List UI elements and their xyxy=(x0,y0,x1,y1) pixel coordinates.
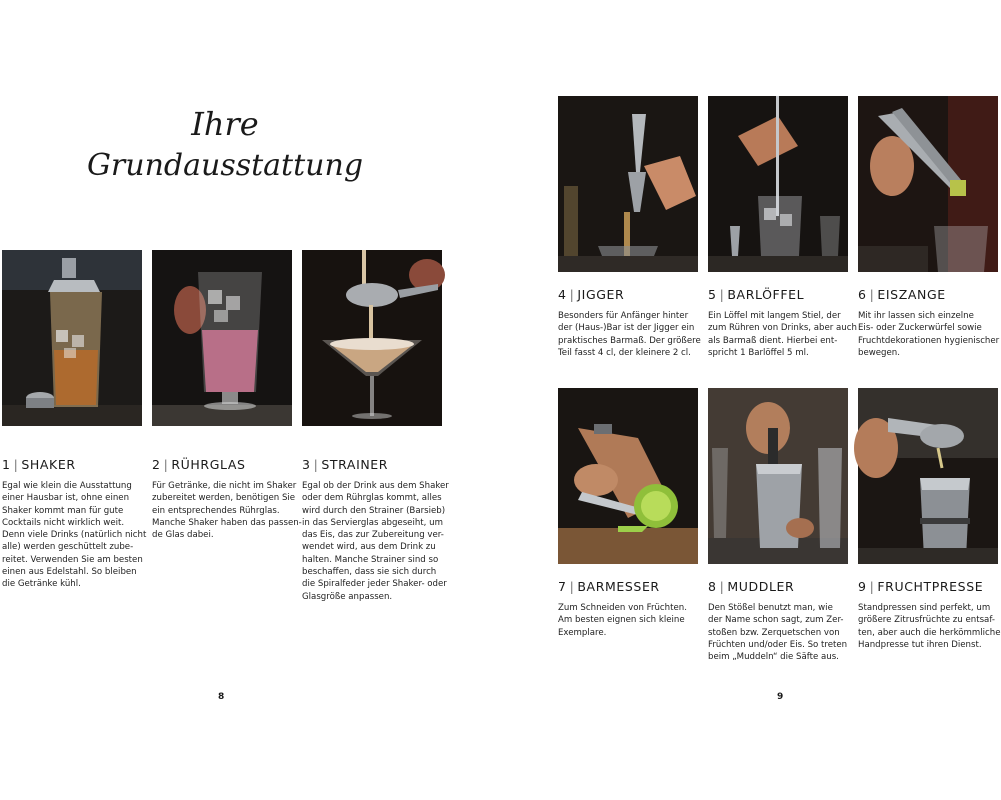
item-heading xyxy=(858,287,998,302)
item-label: MUDDLER xyxy=(727,579,795,594)
eiszange-illustration xyxy=(858,96,998,272)
item-label: JIGGER xyxy=(577,287,625,302)
jigger-photo xyxy=(558,96,698,272)
desc-line: Egal wie klein die Ausstattung xyxy=(2,481,132,491)
item-heading xyxy=(708,287,848,302)
desc-line: ten, aber auch die herkömmliche xyxy=(858,627,1001,638)
desc-line: der Name schon sagt, zum Zer- xyxy=(708,615,844,626)
item-heading xyxy=(558,579,698,594)
title-line-1: Ihre xyxy=(191,105,259,143)
item-number: 4 xyxy=(558,287,567,302)
desc-line: Standpressen sind perfekt, um xyxy=(858,603,991,613)
heading-separator: | xyxy=(569,287,575,302)
ruehrglas-illustration xyxy=(152,250,292,426)
desc-line: einen aus Edelstahl. So bleiben xyxy=(2,567,137,578)
desc-line: einer Hausbar ist, ohne einen xyxy=(2,493,130,504)
desc-line: alle) werden geschüttelt zube- xyxy=(2,542,134,553)
heading-separator: | xyxy=(719,287,725,302)
item-number: 3 xyxy=(302,457,311,472)
desc-line: reitet. Verwenden Sie am besten xyxy=(2,554,143,565)
desc-line: Für Getränke, die nicht im Shaker xyxy=(152,481,297,491)
strainer-photo xyxy=(302,250,442,426)
item-number: 7 xyxy=(558,579,567,594)
item-label: FRUCHTPRESSE xyxy=(877,579,984,594)
item-jigger xyxy=(558,96,701,359)
item-description xyxy=(708,602,848,663)
desc-line: Besonders für Anfänger hinter xyxy=(558,311,689,321)
muddler-illustration xyxy=(708,388,848,564)
desc-line: in das Servierglas abgeseiht, um xyxy=(302,517,443,528)
strainer-illustration xyxy=(302,250,442,426)
heading-separator: | xyxy=(163,457,169,472)
page-number-right: 9 xyxy=(777,692,784,702)
item-label: RÜHRGLAS xyxy=(171,457,246,472)
desc-line: Teil fasst 4 cl, der kleinere 2 cl. xyxy=(558,347,691,358)
item-eiszange xyxy=(858,96,998,359)
item-heading xyxy=(708,579,848,594)
fruchtpresse-illustration xyxy=(858,388,998,564)
item-barmesser xyxy=(558,388,698,639)
item-heading xyxy=(858,579,998,594)
heading-separator: | xyxy=(569,579,575,594)
item-label: BARLÖFFEL xyxy=(727,287,805,302)
desc-line: oder dem Rührglas kommt, alles xyxy=(302,493,442,504)
desc-line: der (Haus-)Bar ist der Jigger ein xyxy=(558,323,695,334)
desc-line: Glasgröße anpassen. xyxy=(302,591,393,602)
desc-line: Cocktails nicht wirklich weit. xyxy=(2,517,125,528)
heading-separator: | xyxy=(869,287,875,302)
item-heading xyxy=(558,287,698,302)
page-title xyxy=(86,95,364,190)
ruehrglas-photo xyxy=(152,250,292,426)
desc-line: die Spiralfeder jeder Shaker- oder xyxy=(302,579,447,590)
muddler-photo xyxy=(708,388,848,564)
barloeffel-illustration xyxy=(708,96,848,272)
desc-line: größere Zitrusfrüchte zu entsaf- xyxy=(858,615,995,626)
item-label: BARMESSER xyxy=(577,579,660,594)
desc-line: Früchten und/oder Eis. So treten xyxy=(708,639,848,650)
item-description xyxy=(152,480,302,541)
desc-line: spricht 1 Barlöffel 5 ml. xyxy=(708,347,809,358)
barmesser-illustration xyxy=(558,388,698,564)
item-number: 8 xyxy=(708,579,717,594)
fruchtpresse-photo xyxy=(858,388,998,564)
title-line-2: Grundausstattung xyxy=(86,148,364,183)
desc-line: zum Rühren von Drinks, aber auch xyxy=(708,323,857,334)
item-description xyxy=(558,602,698,639)
desc-line: bewegen. xyxy=(858,347,900,358)
item-description xyxy=(858,310,998,359)
item-muddler xyxy=(708,388,848,663)
item-description xyxy=(2,480,147,591)
heading-separator: | xyxy=(719,579,725,594)
desc-line: praktisches Barmaß. Der größere xyxy=(558,335,701,346)
item-fruchtpresse xyxy=(858,388,1001,651)
desc-line: als Barmaß dient. Hierbei ent- xyxy=(708,335,838,346)
desc-line: Den Stößel benutzt man, wie xyxy=(708,603,833,613)
item-label: SHAKER xyxy=(21,457,76,472)
title-script xyxy=(86,95,364,190)
desc-line: stoßen bzw. Zerquetschen von xyxy=(708,627,840,638)
item-heading xyxy=(302,457,442,472)
item-strainer xyxy=(302,250,449,603)
desc-line: Egal ob der Drink aus dem Shaker xyxy=(302,481,449,491)
shaker-illustration xyxy=(2,250,142,426)
desc-line: das Eis, das zur Zubereitung ver- xyxy=(302,530,444,541)
item-number: 5 xyxy=(708,287,717,302)
desc-line: halten. Manche Strainer sind so xyxy=(302,554,439,565)
desc-line: Shaker kommt man für gute xyxy=(2,505,124,516)
item-number: 2 xyxy=(152,457,161,472)
desc-line: Handpresse tut ihren Dienst. xyxy=(858,639,982,650)
heading-separator: | xyxy=(313,457,319,472)
desc-line: Zum Schneiden von Früchten. xyxy=(558,603,687,613)
desc-line: zubereitet werden, benötigen Sie xyxy=(152,493,296,504)
item-description xyxy=(558,310,701,359)
desc-line: wendet wird, aus dem Drink zu xyxy=(302,542,436,553)
desc-line: Eis- oder Zuckerwürfel sowie xyxy=(858,323,982,334)
desc-line: Mit ihr lassen sich einzelne xyxy=(858,311,974,321)
desc-line: beschaffen, dass sie sich durch xyxy=(302,567,437,578)
desc-line: Am besten eignen sich kleine xyxy=(558,615,685,626)
page-number-left: 8 xyxy=(218,692,225,702)
barmesser-photo xyxy=(558,388,698,564)
desc-line: Exemplare. xyxy=(558,627,607,638)
item-shaker xyxy=(2,250,147,591)
item-heading xyxy=(152,457,292,472)
item-description xyxy=(858,602,1001,651)
item-description xyxy=(708,310,857,359)
item-heading xyxy=(2,457,142,472)
desc-line: Manche Shaker haben das passen- xyxy=(152,517,302,528)
desc-line: Ein Löffel mit langem Stiel, der xyxy=(708,311,841,321)
desc-line: die Getränke kühl. xyxy=(2,579,81,590)
desc-line: beim „Muddeln“ die Säfte aus. xyxy=(708,652,839,663)
desc-line: de Glas dabei. xyxy=(152,530,214,541)
eiszange-photo xyxy=(858,96,998,272)
jigger-illustration xyxy=(558,96,698,272)
desc-line: wird durch den Strainer (Barsieb) xyxy=(302,505,446,516)
item-label: EISZANGE xyxy=(877,287,946,302)
item-number: 1 xyxy=(2,457,11,472)
item-label: STRAINER xyxy=(321,457,389,472)
item-ruehrglas xyxy=(152,250,302,541)
barloeffel-photo xyxy=(708,96,848,272)
item-number: 9 xyxy=(858,579,867,594)
heading-separator: | xyxy=(13,457,19,472)
item-barloeffel xyxy=(708,96,857,359)
item-description xyxy=(302,480,449,603)
item-number: 6 xyxy=(858,287,867,302)
desc-line: ein entsprechendes Rührglas. xyxy=(152,505,280,516)
desc-line: Denn viele Drinks (natürlich nicht xyxy=(2,530,147,541)
desc-line: Fruchtdekorationen hygienischer xyxy=(858,335,1000,346)
heading-separator: | xyxy=(869,579,875,594)
shaker-photo xyxy=(2,250,142,426)
